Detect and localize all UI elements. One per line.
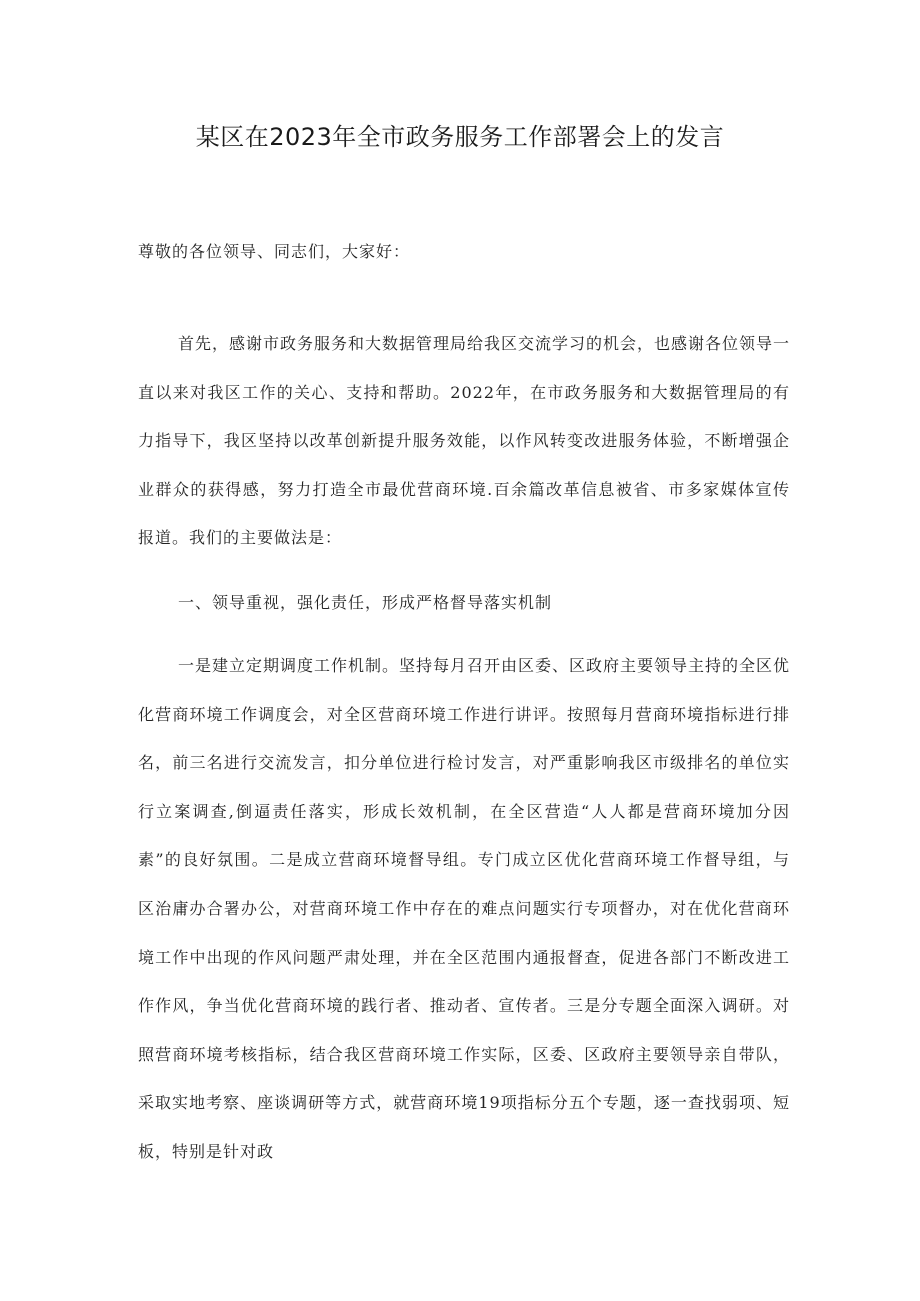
salutation: 尊敬的各位领导、同志们，大家好： (138, 242, 411, 261)
section-heading-1: 一、领导重视，强化责任，形成严格督导落实机制 (178, 593, 553, 612)
document-title: 某区在2023年全市政务服务工作部署会上的发言 (195, 123, 725, 151)
paragraph-measures: 一是建立定期调度工作机制。坚持每月召开由区委、区政府主要领导主持的全区优化营商环境工作调度会，对全区营商环境工作进行讲评。按照每月营商环境指标进行排名，前三名进行交流发言，扣分单位进行检讨发言，对严重影响我区市级排名的单位实行立案调查,倒逼责任落实，形成长效机制，在全区营造“人人都是营商环境加分因素”的良好氛围。二是成立营商环境督导组。专门成立区优化营商环境工作督导组，与区治庸办合署办公，对营商环境工作中存在的难点问题实行专项督办，对在优化营商环境工作中出现的作风问题严肃处理，并在全区范围内通报督查，促进各部门不断改进工作作风，争当优化营商环境的践行者、推动者、宣传者。三是分专题全面深入调研。对照营商环境考核指标，结合我区营商环境工作实际，区委、区政府主要领导亲自带队，采取实地考察、座谈调研等方式，就营商环境19项指标分五个专题，逐一查找弱项、短板，特别是针对政 (138, 656, 791, 1161)
paragraph-intro: 首先，感谢市政务服务和大数据管理局给我区交流学习的机会，也感谢各位领导一直以来对我区工作的关心、支持和帮助。2022年，在市政务服务和大数据管理局的有力指导下，我区坚持以改革创新提升服务效能，以作风转变改进服务体验，不断增强企业群众的获得感，努力打造全市最优营商环境.百余篇改革信息被省、市多家媒体宣传报道。我们的主要做法是： (138, 334, 791, 548)
